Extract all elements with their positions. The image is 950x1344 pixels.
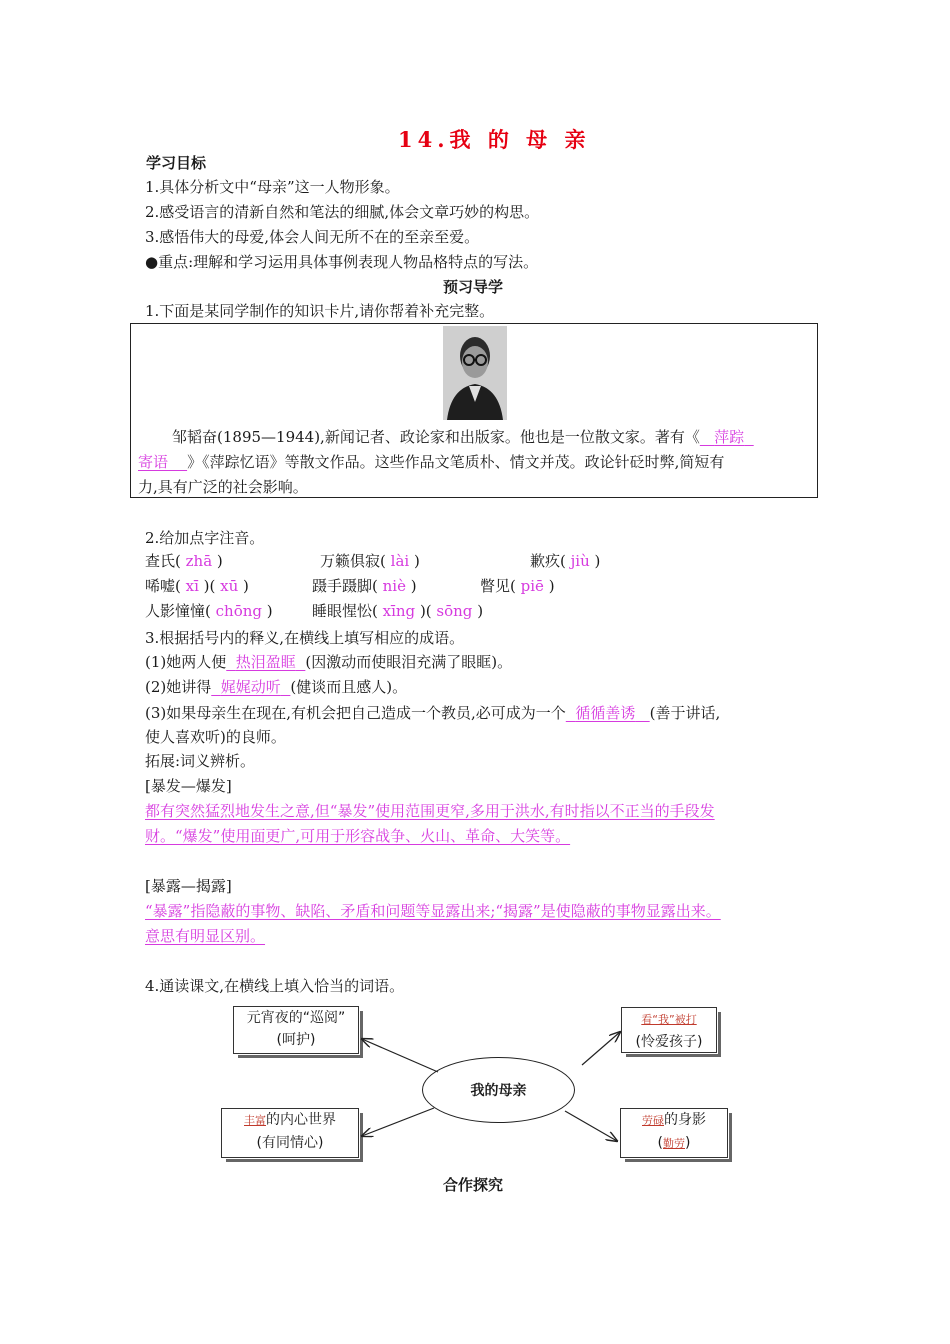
question-4: 4.通读课文,在横线上填入恰当的词语。 — [145, 977, 405, 995]
pinyin-item-6: 瞥见( piē ) — [480, 577, 555, 595]
preview-heading: 预习导学 — [443, 278, 504, 296]
card-text-2: 》《萍踪忆语》等散文作品。这些作品文笔质朴、情文并茂。政论针砭时弊,简短有 — [187, 453, 725, 471]
word-pair-1: [暴发—爆发] — [145, 777, 232, 795]
idiom-3-cont: 使人喜欢听)的良师。 — [145, 728, 286, 746]
goal-item-3: 3.感悟伟大的母爱,体会人间无所不在的至亲至爱。 — [145, 228, 480, 246]
idiom-3: (3)如果母亲生在现在,有机会把自己造成一个教员,必可成为一个 循循善诱 (善于讲话, — [145, 704, 721, 722]
footer-heading: 合作探究 — [443, 1176, 504, 1194]
goal-key-point: ●重点:理解和学习运用具体事例表现人物品格特点的写法。 — [145, 253, 539, 271]
idiom-2: (2)她讲得 娓娓动听 (健谈而且感人)。 — [145, 678, 408, 696]
question-1: 1.下面是某同学制作的知识卡片,请你帮着补充完整。 — [145, 302, 495, 320]
pinyin-item-8: 睡眼惺忪( xīng )( sōng ) — [312, 602, 484, 620]
diagram-center: 我的母亲 — [422, 1057, 575, 1123]
page-title: 14.我 的 母 亲 — [398, 127, 591, 152]
pinyin-item-7: 人影憧憧( chōng ) — [145, 602, 273, 620]
box-top-left: 元宵夜的“巡阅” (呵护) — [233, 1006, 359, 1054]
card-line-3: 力,具有广泛的社会影响。 — [138, 478, 308, 496]
question-3: 3.根据括号内的释义,在横线上填写相应的成语。 — [145, 629, 465, 647]
word-pair-1-answer-a: 都有突然猛烈地发生之意,但“暴发”使用范围更窄,多用于洪水,有时指以不正当的手段发 — [145, 802, 715, 820]
goals-heading: 学习目标 — [146, 154, 207, 172]
goal-item-1: 1.具体分析文中“母亲”这一人物形象。 — [145, 178, 400, 196]
card-answer-a: 萍踪 — [714, 428, 745, 446]
box-top-right: 看“我”被打 (怜爱孩子) — [621, 1007, 717, 1053]
word-pair-2-answer-b: 意思有明显区别。 — [145, 927, 266, 945]
question-2: 2.给加点字注音。 — [145, 529, 265, 547]
pinyin-item-3: 歉疚( jiù ) — [530, 552, 601, 570]
pinyin-item-1: 查氏( zhā ) — [145, 552, 223, 570]
pinyin-item-4: 唏嘘( xī )( xū ) — [145, 577, 249, 595]
box-bottom-left: 丰富的内心世界 (有同情心) — [221, 1108, 359, 1158]
box-bottom-right: 劳碌的身影 (勤劳) — [620, 1108, 728, 1158]
idiom-1: (1)她两人便 热泪盈眶 (因激动而使眼泪充满了眼眶)。 — [145, 653, 513, 671]
extend-label: 拓展:词义辨析。 — [145, 752, 256, 770]
pinyin-item-2: 万籁俱寂( lài ) — [320, 552, 420, 570]
word-pair-2-answer-a: “暴露”指隐蔽的事物、缺陷、矛盾和问题等显露出来;“揭露”是使隐蔽的事物显露出来。 — [145, 902, 721, 920]
pinyin-item-5: 蹑手蹑脚( niè ) — [312, 577, 417, 595]
goal-item-2: 2.感受语言的清新自然和笔法的细腻,体会文章巧妙的构思。 — [145, 203, 540, 221]
word-pair-2: [暴露—揭露] — [145, 877, 232, 895]
word-pair-1-answer-b: 财。“爆发”使用面更广,可用于形容战争、火山、革命、大笑等。 — [145, 827, 571, 845]
card-answer-b: 寄语 — [138, 453, 169, 471]
card-text-1: 邹韬奋(1895—1944),新闻记者、政论家和出版家。他也是一位散文家。著有《 — [172, 428, 700, 446]
